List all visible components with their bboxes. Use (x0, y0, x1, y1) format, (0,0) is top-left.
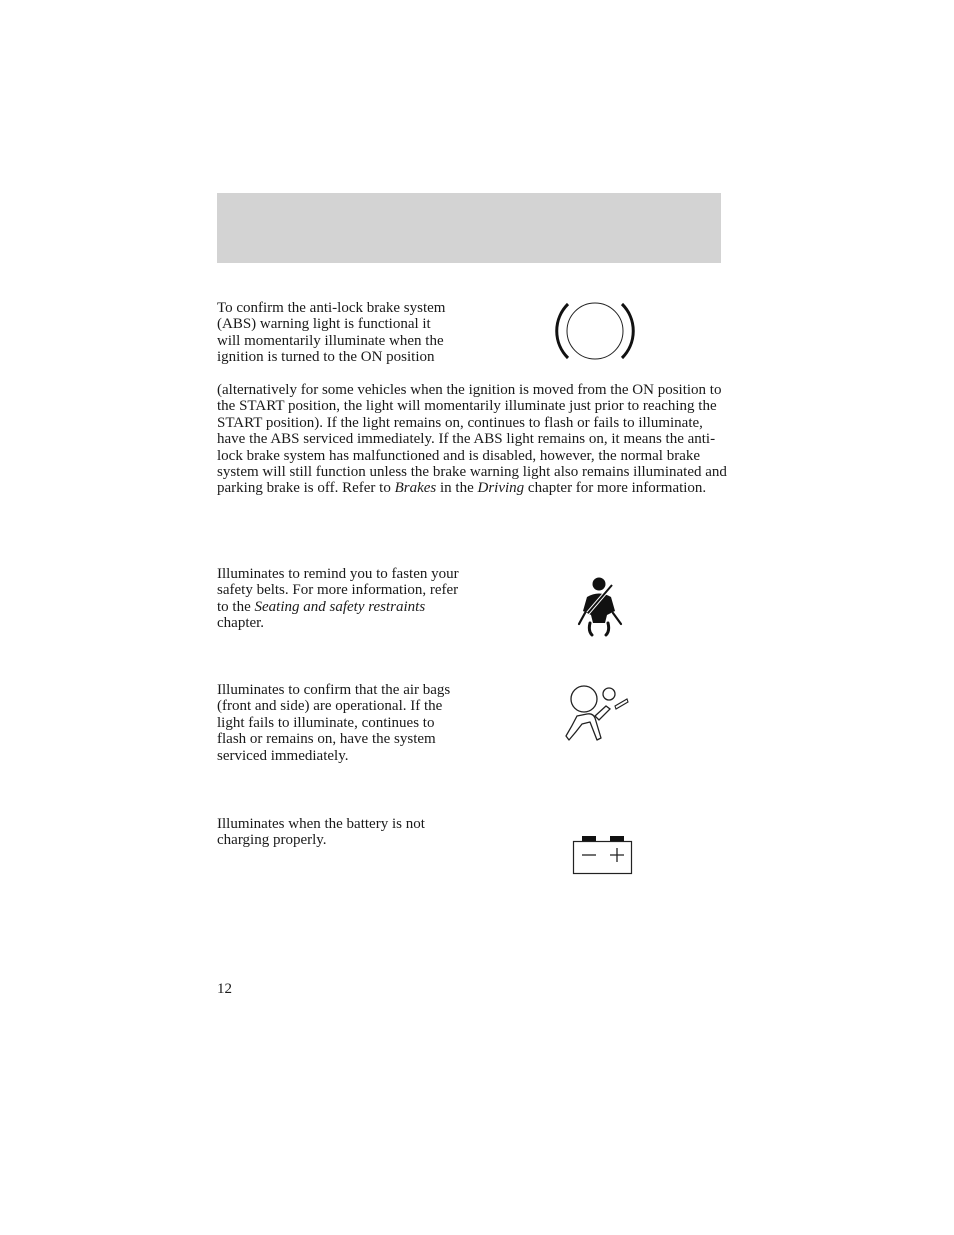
page-number: 12 (217, 981, 232, 997)
abs-description (217, 382, 727, 497)
seatbelt-text-end: chapter. (217, 615, 265, 632)
battery-description: Illuminates when the battery is not charging properly. (217, 816, 425, 849)
seatbelt-description (217, 566, 467, 632)
seatbelt-icon (574, 575, 626, 637)
driving-reference: Driving (477, 480, 525, 497)
seating-reference: Seating and safety restraints (254, 598, 426, 615)
airbag-description: Illuminates to confirm that the air bags (front and side) are operational. If the light fails to illuminate, continues to flash or remains on, have the system serviced immediately. (217, 682, 451, 764)
section-header-bar (217, 193, 721, 263)
abs-in-the: in the (436, 480, 478, 497)
abs-warning-icon (555, 298, 635, 364)
abs-description-end: chapter for more information. (524, 480, 707, 497)
abs-intro-text: To confirm the anti-lock brake system (ABS) warning light is functional it will momentarily illuminate when the ignition is turned to the ON position (217, 300, 446, 366)
brakes-reference: Brakes (394, 480, 437, 497)
airbag-icon (560, 684, 632, 746)
seatbelt-text-start: Illuminates to remind you to fasten your safety belts. For more information, refer to the (217, 566, 459, 615)
abs-description-start: (alternatively for some vehicles when the ignition is moved from the ON position to the START position, the light will momentarily illuminate just prior to reaching the START position). If the light remains on, continues to flash or fails to illuminate, have the ABS serviced immediately. If the ABS light remains on, it means the anti-lock brake system has malfunctioned and is disabled, however, the normal brake system will still function unless the brake warning light also remains illuminated and parking brake is off. Refer to (217, 382, 727, 497)
battery-icon (570, 834, 636, 876)
